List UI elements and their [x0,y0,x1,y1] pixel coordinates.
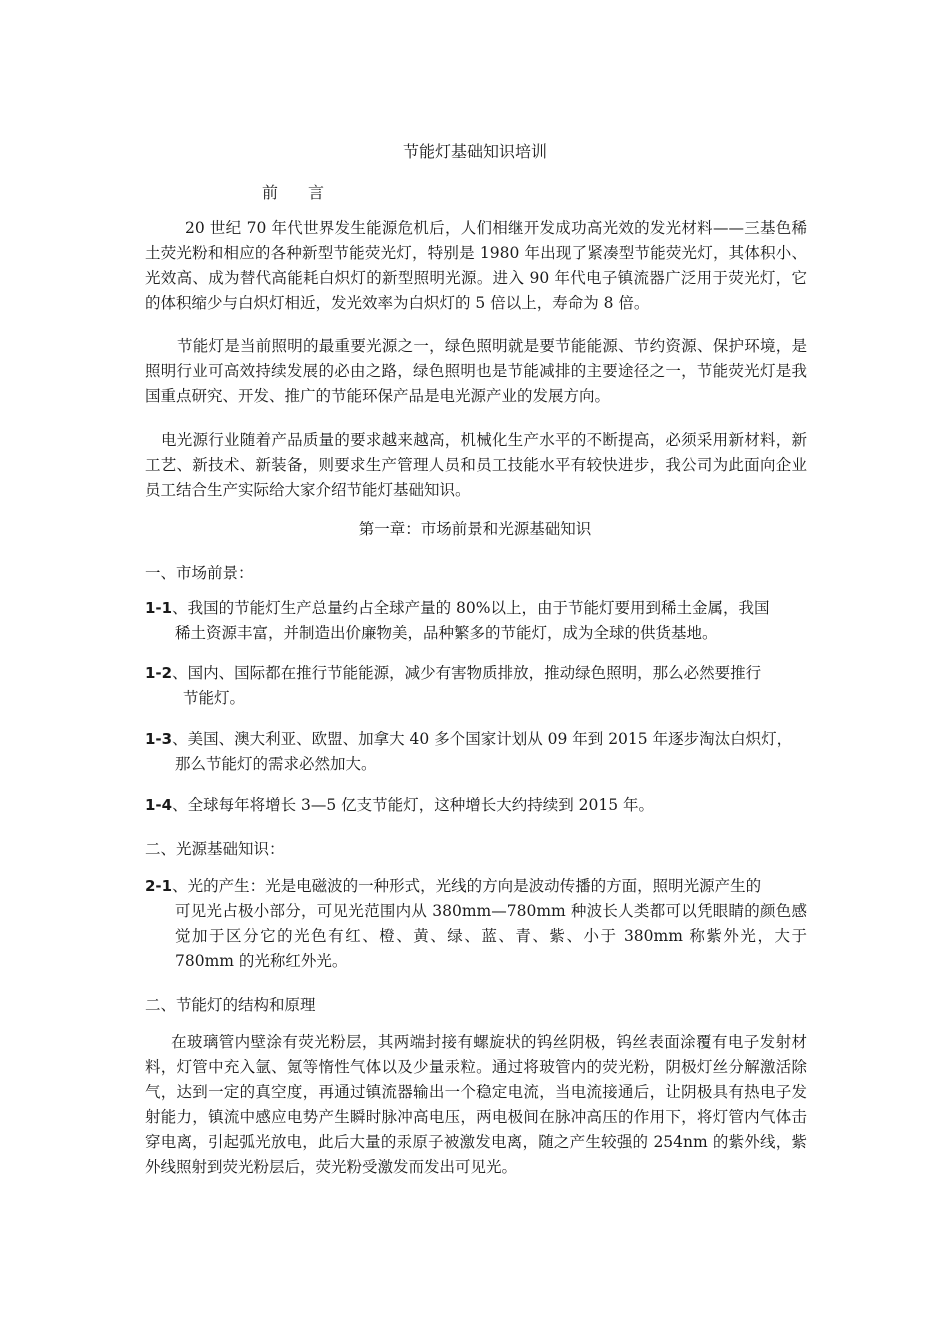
section-heading-light: 二、光源基础知识： [145,840,285,858]
chapter-heading: 第一章：市场前景和光源基础知识 [358,520,592,538]
list-item [145,793,807,818]
preface-heading [262,180,324,203]
item-number: 1-1 [145,599,173,617]
item-number: 2-1 [145,877,173,895]
paragraph-1: 20 世纪 70 年代世界发生能源危机后，人们相继开发成功高光效的发光材料——三基色稀土荧光粉和相应的各种新型节能荧光灯，特别是 1980 年出现了紧凑型节能荧光灯，其体积小、光效高、成为替代高能耗白炽灯的新型照明光源。进入 90 年代电子镇流器广泛用于荧光灯，它的体积缩少与白炽灯相近，发光效率为白炽灯的 5 倍以上，寿命为 8 倍。 [145,219,807,312]
item-number: 1-4 [145,796,173,814]
item-continuation: 节能灯。 [183,689,246,707]
paragraph-3: 电光源行业随着产品质量的要求越来越高，机械化生产水平的不断提高，必须采用新材料，新工艺、新技术、新装备，则要求生产管理人员和员工技能水平有较快进步，我公司为此面向企业员工结合生产实际给大家介绍节能灯基础知识。 [145,431,807,499]
paragraph-2: 节能灯是当前照明的最重要光源之一，绿色照明就是要节能能源、节约资源、保护环境，是照明行业可高效持续发展的必由之路，绿色照明也是节能减排的主要途径之一，节能荧光灯是我国重点研究、开发、推广的节能环保产品是电光源产业的发展方向。 [145,337,807,405]
list-item [145,661,807,711]
section-heading-market: 一、市场前景： [145,564,254,582]
preface-left: 前 [262,183,279,202]
document-title: 节能灯基础知识培训 [402,142,547,161]
item-number: 1-3 [145,730,173,748]
section-heading-structure: 二、节能灯的结构和原理 [145,996,316,1014]
list-item [145,727,807,777]
item-text: 、国内、国际都在推行节能能源，减少有害物质排放，推动绿色照明，那么必然要推行 [172,664,762,682]
item-continuation: 可见光占极小部分，可见光范围内从 380mm—780mm 种波长人类都可以凭眼睛的颜色感觉加于区分它的光色有红、橙、黄、绿、蓝、青、紫、小于 380mm 称紫外光，大于 780mm 的光称红外光。 [175,902,807,970]
item-text: 、美国、澳大利亚、欧盟、加拿大 40 多个国家计划从 09 年到 2015 年逐步淘汰白炽灯， [172,730,793,748]
item-continuation: 那么节能灯的需求必然加大。 [175,755,377,773]
list-item [145,874,807,974]
preface-right: 言 [308,183,325,202]
item-number: 1-2 [145,664,173,682]
item-text: 、光的产生：光是电磁波的一种形式，光线的方向是波动传播的方面，照明光源产生的 [172,877,762,895]
item-continuation: 稀土资源丰富，并制造出价廉物美，品种繁多的节能灯，成为全球的供货基地。 [175,624,718,642]
item-text: 、我国的节能灯生产总量约占全球产量的 80%以上，由于节能灯要用到稀土金属，我国 [172,599,770,617]
list-item [145,596,807,646]
paragraph-structure: 在玻璃管内壁涂有荧光粉层，其两端封接有螺旋状的钨丝阴极，钨丝表面涂覆有电子发射材料，灯管中充入氩、氪等惰性气体以及少量汞粒。通过将玻管内的荧光粉，阴极灯丝分解激活除气，达到一定的真空度，再通过镇流器输出一个稳定电流，当电流接通后，让阴极具有热电子发射能力，镇流中感应电势产生瞬时脉冲高电压，两电极间在脉冲高压的作用下，将灯管内气体击穿电离，引起弧光放电，此后大量的汞原子被激发电离，随之产生较强的 254nm 的紫外线，紫外线照射到荧光粉层后，荧光粉受激发而发出可见光。 [145,1033,807,1176]
item-text: 、全球每年将增长 3—5 亿支节能灯，这种增长大约持续到 2015 年。 [172,796,654,814]
